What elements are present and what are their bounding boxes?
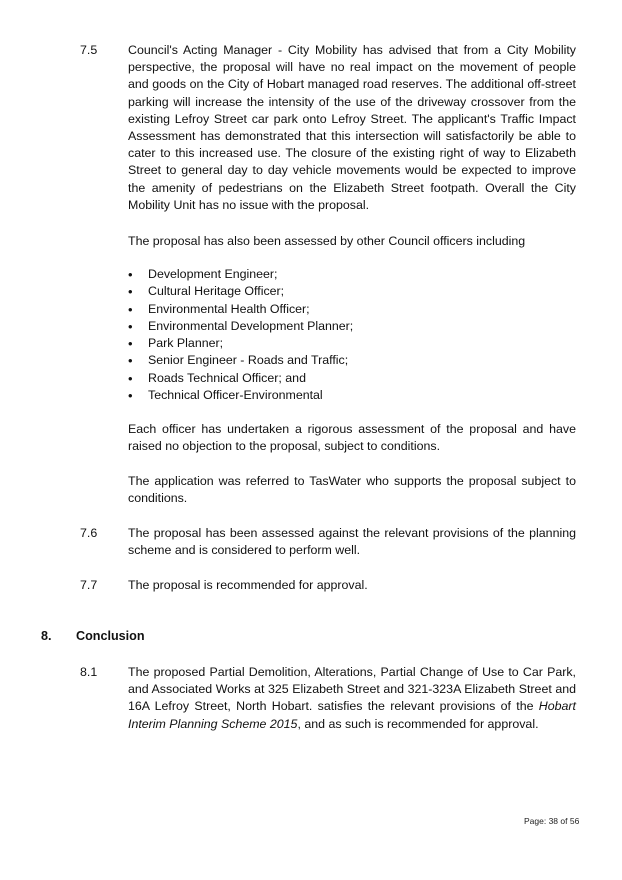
item-7-5-text: Council's Acting Manager - City Mobility has advised that from a City Mobility perspective, the proposal will have no real impact on the movement of people and goods on the City of Hobart managed road reserves. The additional off-street parking will increase the intensity of the use of the driveway crossover from the existing Lefroy Street car park onto Lefroy Street. The applicant's Traffic Impact Assessment has demonstrated that this intersection will satisfactorily be able to cater to this increased use. The closure of the existing right of way to Elizabeth Street to general day to day vehicle movements would be expected to improve the amenity of pedestrians on the Elizabeth Street footpath. Overall the City Mobility Unit has no issue with the proposal.	[128, 43, 576, 212]
list-item: • Environmental Development Planner;	[128, 318, 568, 335]
item-8-1-text-start: The proposed Partial Demolition, Alterations, Partial Change of Use to Car Park, and Associated Works at 325 Elizabeth Street and 321-323A Elizabeth Street and 16A Lefroy Street, North Hobart. satisfies the relevant provisions of the	[128, 665, 576, 714]
page-number: Page: 38 of 56	[524, 816, 580, 826]
item-7-7-text: The proposal is recommended for approval.	[128, 578, 368, 592]
section-title: Conclusion	[76, 629, 145, 643]
item-number-7-7: 7.7	[80, 578, 98, 592]
item-8-1-text-end: , and as such is recommended for approval.	[297, 716, 539, 731]
item-number-7-5: 7.5	[80, 43, 98, 57]
list-item: • Roads Technical Officer; and	[128, 370, 568, 387]
taswater-paragraph: The application was referred to TasWater who supports the proposal subject to conditions.	[128, 474, 576, 506]
officer-list	[128, 266, 568, 404]
list-item: • Park Planner;	[128, 335, 568, 352]
item-7-6-text: The proposal has been assessed against the relevant provisions of the planning scheme and is considered to perform well.	[128, 526, 576, 558]
item-8-1-text	[128, 664, 576, 733]
item-number-8-1: 8.1	[80, 665, 98, 679]
section-number: 8.	[41, 629, 52, 643]
list-item: • Technical Officer-Environmental	[128, 387, 568, 404]
list-item: • Environmental Health Officer;	[128, 301, 568, 318]
officers-intro: The proposal has also been assessed by other Council officers including	[128, 234, 526, 248]
planning-scheme-name: Hobart Interim Planning Scheme 2015	[128, 699, 576, 731]
assessment-paragraph: Each officer has undertaken a rigorous assessment of the proposal and have raised no objection to the proposal, subject to conditions.	[128, 422, 576, 454]
list-item: • Senior Engineer - Roads and Traffic;	[128, 352, 568, 369]
list-item: • Development Engineer;	[128, 266, 568, 283]
item-number-7-6: 7.6	[80, 526, 98, 540]
list-item: • Cultural Heritage Officer;	[128, 283, 568, 300]
